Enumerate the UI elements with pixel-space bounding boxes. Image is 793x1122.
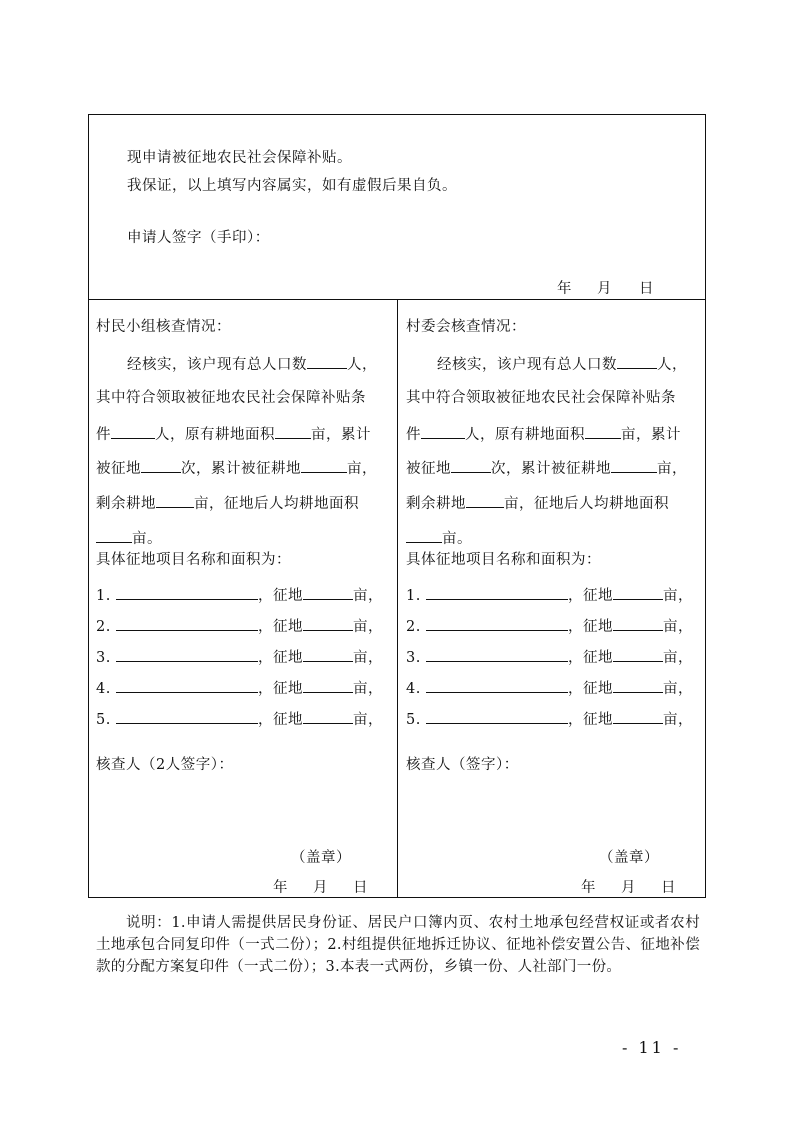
left-date-month: 月 [313,880,328,896]
project-item: 4. ，征地 亩， [96,678,383,698]
village-committee-heading: 村委会核查情况： [406,319,526,335]
check-line-3: 件 人，原有耕地面积 亩，累计 [96,424,371,444]
check-line-1: 经核实，该户现有总人口数 人， [437,354,687,374]
check-line-4: 被征地 次，累计被征耕地 亩， [406,458,687,478]
check-line-5: 剩余耕地 亩，征地后人均耕地面积 [406,493,669,513]
top-date-year: 年 [557,281,572,297]
projects-label: 具体征地项目名称和面积为： [406,552,601,568]
check-line-6: 亩。 [406,528,472,548]
checker-signature-label: 核查人（2人签字）： [96,757,234,773]
top-date-day: 日 [639,281,654,297]
project-item: 4. ，征地 亩， [406,678,693,698]
village-group-heading: 村民小组核查情况： [96,319,231,335]
application-table [88,114,706,898]
instructions-note: 说明：1.申请人需提供居民身份证、居民户口簿内页、农村土地承包经营权证或者农村土地承包合同复印件（一式二份）；2.村组提供征地拆迁协议、征地补偿安置公告、征地补偿款的分配方案复印件（一式二份）；3.本表一式两份，乡镇一份、人社部门一份。 [96,915,700,975]
project-item: 1. ，征地 亩， [406,585,693,605]
project-item: 1. ，征地 亩， [96,585,383,605]
seal-label: （盖章） [599,850,659,866]
left-date-year: 年 [273,880,288,896]
project-item: 3. ，征地 亩， [96,647,383,667]
projects-label: 具体征地项目名称和面积为： [96,552,291,568]
check-line-6: 亩。 [96,528,162,548]
right-date-day: 日 [661,880,676,896]
check-line-2: 其中符合领取被征地农民社会保障补贴条 [406,390,676,406]
right-date-year: 年 [581,880,596,896]
project-item: 5. ，征地 亩， [96,709,383,729]
project-item: 2. ，征地 亩， [406,616,693,636]
top-date-month: 月 [597,281,612,297]
village-committee-check-cell [399,299,705,897]
declaration-line-2: 我保证，以上填写内容属实，如有虚假后果自负。 [127,178,457,194]
check-line-5: 剩余耕地 亩，征地后人均耕地面积 [96,493,359,513]
project-item: 5. ，征地 亩， [406,709,693,729]
seal-label: （盖章） [291,850,351,866]
checker-signature-label: 核查人（签字）： [406,757,519,773]
check-line-1: 经核实，该户现有总人口数 人， [127,354,377,374]
project-item: 3. ，征地 亩， [406,647,693,667]
check-line-4: 被征地 次，累计被征耕地 亩， [96,458,377,478]
check-line-3: 件 人，原有耕地面积 亩，累计 [406,424,681,444]
applicant-signature-label: 申请人签字（手印）： [127,230,270,246]
village-group-check-cell [89,299,397,897]
declaration-line-1: 现申请被征地农民社会保障补贴。 [127,150,352,166]
right-date-month: 月 [621,880,636,896]
check-line-2: 其中符合领取被征地农民社会保障补贴条 [96,390,366,406]
project-item: 2. ，征地 亩， [96,616,383,636]
table-divider-vertical [397,299,398,897]
page-number: - 11 - [622,1038,682,1057]
left-date-day: 日 [353,880,368,896]
